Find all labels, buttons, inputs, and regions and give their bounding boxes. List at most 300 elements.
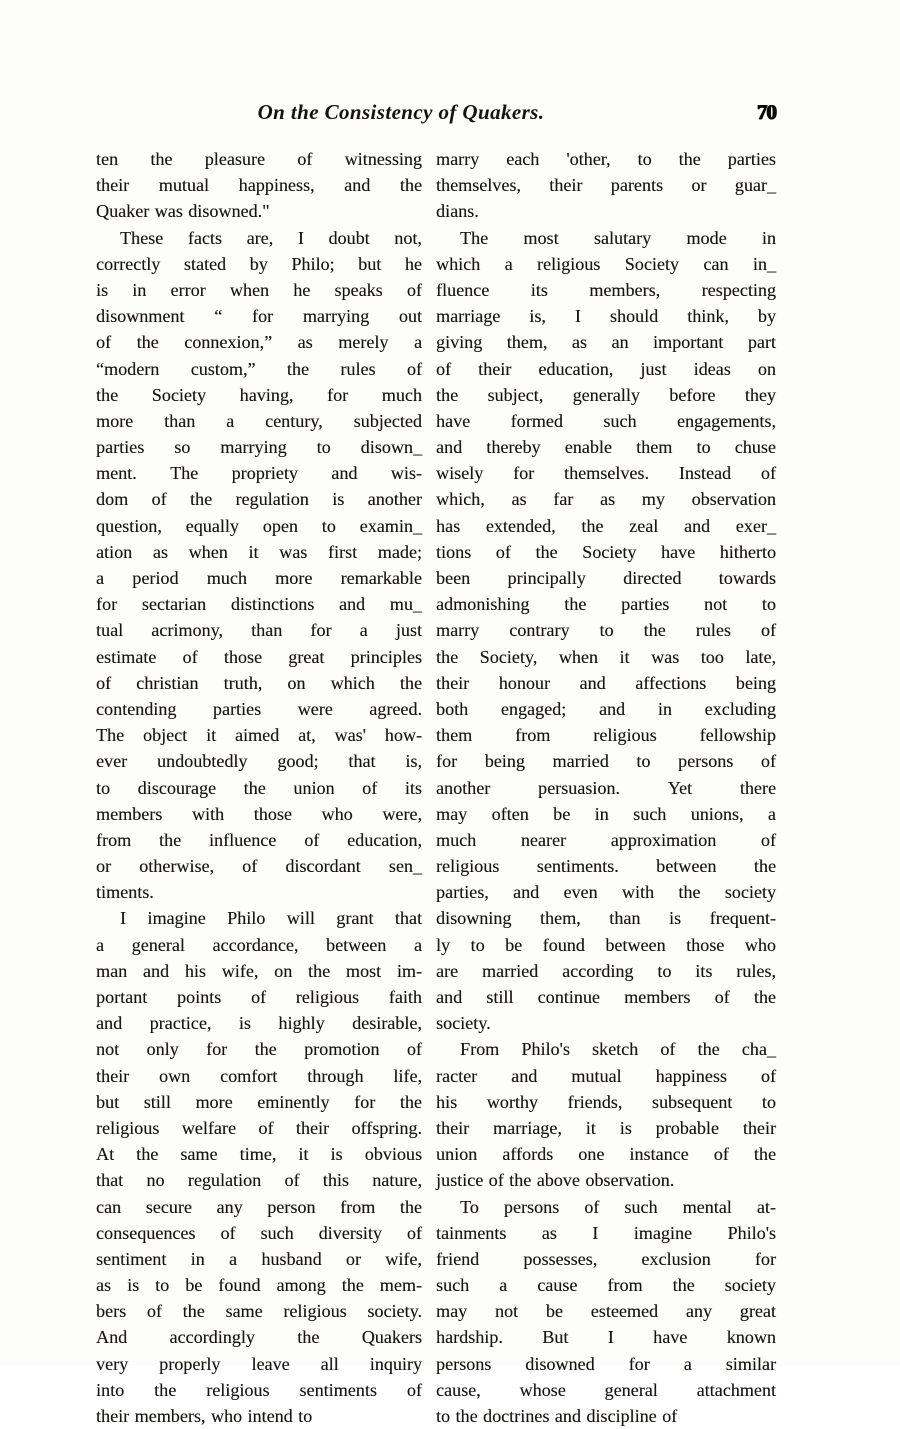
text-line [436,408,776,434]
word: as [571,332,587,353]
word: person [267,1196,316,1217]
word: even [563,882,598,903]
text-line [96,356,422,382]
word: at- [756,1196,776,1217]
word: at, [298,725,316,746]
word: connexion,” [184,332,273,353]
word: so [174,437,191,458]
word: to [761,594,776,615]
text-line [436,670,776,696]
word: and [513,882,540,903]
word: great [739,1301,776,1322]
word: enable [564,437,612,458]
word: properly [159,1353,221,1374]
word: union [436,1144,478,1165]
word: any [216,1196,243,1217]
word: general [604,1379,658,1400]
word: the [455,1406,478,1426]
word: wisely [436,463,484,484]
word: being [484,751,525,772]
word: be [505,934,523,955]
word: a [499,1275,508,1296]
word: marry [436,620,480,641]
word: in [190,1248,205,1269]
word: cause, [436,1379,481,1400]
text-line [96,1377,422,1403]
word: Quaker [96,201,150,222]
text-body [96,146,776,1429]
word: the [254,1039,277,1060]
word: to [321,515,336,536]
word: religious [96,1117,160,1138]
word: the [678,149,701,169]
text-line [436,198,776,224]
word: contending [96,698,177,719]
word: such [624,1196,658,1217]
word: another [367,489,422,510]
word: sectarian [141,594,207,615]
word: wife, [385,1248,422,1269]
word: too [700,646,724,667]
word: a [229,1248,238,1269]
word: extended, [485,515,556,536]
word: found [542,934,585,955]
word: has [436,515,461,536]
text-line [96,932,422,958]
word: To [460,1196,479,1217]
word: for [436,751,458,772]
word: may [436,803,468,824]
text-line [96,1272,422,1298]
word: such [633,803,667,824]
word: admonishing [436,594,530,615]
word: disown_ [360,437,422,458]
word: their [295,1117,330,1138]
word: of [760,463,776,484]
word: wife, [221,960,259,981]
word: the [286,358,309,379]
word: between [326,934,387,955]
word: to [298,1406,313,1426]
word: to [470,934,485,955]
word: he [404,253,422,274]
text-line [436,1324,776,1350]
word: of [760,620,776,641]
word: another [436,777,491,798]
word: ly [436,934,451,955]
word: error [170,279,206,300]
word: friend [436,1248,480,1269]
word: and [344,175,371,196]
text-line [436,1010,776,1036]
word: a [96,934,105,955]
word: the [341,1275,364,1296]
word: and [598,698,626,719]
word: may [436,1301,468,1322]
text-line [436,565,776,591]
word: The [96,725,125,746]
word: this [322,1170,349,1191]
word: general [131,934,185,955]
text-line [436,722,776,748]
word: exer_ [735,515,776,536]
text-line [436,1141,776,1167]
word: still [143,1091,171,1112]
word: will [286,908,315,929]
word: made; [377,541,422,562]
word: its [695,960,713,981]
text-line [436,1063,776,1089]
word: faith [388,987,422,1007]
text-line [96,905,422,931]
word: otherwise, [139,856,215,877]
word: not [96,1039,120,1060]
text-line [436,591,776,617]
word: having, [239,384,294,405]
text-line [96,513,422,539]
word: of [495,541,511,562]
word: such [260,1222,294,1243]
word: and [142,960,170,981]
word: marrying [302,306,370,327]
word: discordant [285,856,361,877]
word: both [436,698,469,719]
word: my [641,489,665,510]
word: welfare [181,1117,236,1138]
word: a [413,934,422,955]
word: persons [678,751,734,772]
word: salutary [593,227,652,248]
word: probable [655,1117,719,1138]
word: there [739,777,776,798]
word: witnessing [344,149,422,169]
word: married [481,960,539,981]
word: marriage [436,306,501,327]
word: according [562,960,634,981]
word: principles [350,646,422,667]
word: of [488,1170,504,1191]
word: zeal [629,515,659,536]
word: was [154,201,183,222]
word: pleasure [204,149,265,169]
text-line [96,1036,422,1062]
text-line [96,460,422,486]
word: first [327,541,358,562]
word: are, [246,227,274,248]
word: them, [539,908,581,929]
word: of [406,279,422,300]
word: acrimony, [151,620,223,641]
word: religious [206,1379,270,1400]
word: as [96,1275,112,1296]
word: same [225,1301,263,1322]
word: grant [336,908,374,929]
word: life, [393,1065,422,1086]
word: marrying [220,437,287,458]
word: of [146,1301,162,1322]
word: engagements, [676,410,776,431]
word: more [96,410,134,431]
word: them, [506,332,548,353]
word: on [287,672,306,693]
word: not [704,594,728,615]
word: and [338,594,366,615]
word: or [345,1248,361,1269]
word: excluding [704,698,776,719]
word: generally [572,384,640,405]
word: persons [503,1196,560,1217]
word: than [164,410,196,431]
word: imagine [147,908,206,929]
word: much [206,568,247,588]
text-line [96,1141,422,1167]
word: question, [96,515,162,536]
word: “modern [96,358,160,379]
word: is, [405,751,422,772]
text-line [96,1063,422,1089]
word: are [436,960,459,981]
word: timents. [96,882,154,903]
word: 'other, [566,149,611,169]
word: object [143,725,188,746]
text-line [436,1298,776,1324]
word: disownment [96,306,185,327]
word: parties, [436,882,489,903]
word: dians. [436,201,479,222]
word: consequences [96,1222,196,1243]
word: not [494,1301,519,1322]
word: the [136,332,159,353]
word: he [293,279,311,300]
word: between [656,856,717,877]
word: to [436,1406,451,1426]
word: subject, [487,384,544,405]
word: society. [436,1013,491,1034]
word: education, [347,829,422,850]
text-line [96,1324,422,1350]
word: I [592,1222,599,1243]
word: the [753,1144,776,1165]
text-line [436,539,776,565]
word: society. [367,1301,422,1322]
word: such [436,1275,470,1296]
word: honour [498,672,550,693]
text-line [96,329,422,355]
text-line [96,879,422,905]
text-line [436,172,776,198]
word: was' [334,725,366,746]
text-line [96,984,422,1010]
word: giving [436,332,483,353]
text-line [436,775,776,801]
word: religious [295,987,360,1007]
word: desirable, [352,1013,422,1034]
word: of [304,829,320,850]
word: from [96,829,132,850]
text-line [96,1089,422,1115]
word: regulation [187,1170,262,1191]
word: exclusion [641,1248,711,1269]
text-line [96,251,422,277]
word: through [307,1065,364,1086]
word: of [714,987,730,1007]
word: their [96,1065,130,1086]
word: mutual [571,1065,622,1086]
word: Society [151,384,207,405]
word: persuasion. [538,777,620,798]
word: into [96,1379,125,1400]
text-line [96,722,422,748]
word: merely [338,332,389,353]
word: racter [436,1065,478,1086]
word: facts [187,227,222,248]
text-line [96,146,422,172]
text-line [96,225,422,251]
word: a [683,1353,692,1374]
word: continue [537,987,600,1007]
text-line [436,1246,776,1272]
word: eminently [257,1091,330,1112]
word: imagine [633,1222,693,1243]
word: the [399,672,422,693]
word: that [96,1170,124,1191]
word: justice [436,1170,484,1191]
word: happiness [655,1065,727,1086]
text-line [96,670,422,696]
word: christian [136,672,199,693]
word: disowning [436,908,512,929]
word: think, [687,306,729,327]
word: as [541,1222,557,1243]
word: for [251,306,274,327]
word: doctrines [483,1406,550,1426]
word: nature, [372,1170,422,1191]
word: the [535,541,558,562]
word: offspring. [351,1117,422,1138]
word: for [327,384,349,405]
word: Yet [667,777,693,798]
word: the [643,620,666,641]
word: part [747,332,776,353]
word: mu_ [389,594,422,615]
word: of [220,1222,236,1243]
word: as [152,541,168,562]
word: been [436,568,471,588]
word: society [724,882,776,903]
word: with [621,882,655,903]
word: observation. [585,1170,675,1191]
word: highly [278,1013,325,1034]
word: cha_ [741,1039,776,1060]
word: members, [589,279,661,300]
word: to [637,149,652,169]
word: ever [96,751,128,772]
word: parties [727,149,776,169]
word: Society, [479,646,538,667]
word: them [636,437,673,458]
word: parties [621,594,670,615]
word: a [96,568,105,588]
word: of [406,358,422,379]
word: its [530,279,548,300]
word: of [297,149,313,169]
word: who [744,934,776,955]
text-line [96,382,422,408]
word: From [460,1039,500,1060]
word: of [258,1117,274,1138]
word: those [223,646,263,667]
word: principally [507,568,586,588]
text-line [436,1403,776,1429]
word: attachment [696,1379,776,1400]
word: on [757,358,776,379]
word: above [536,1170,580,1191]
text-line [96,958,422,984]
text-line [436,696,776,722]
word: any [685,1301,712,1322]
text-line [96,486,422,512]
word: his [184,960,206,981]
word: their [742,1117,776,1138]
word: happiness, [238,175,315,196]
word: fellowship [699,725,776,746]
word: parties [212,698,262,719]
word: tainments [436,1222,507,1243]
word: affections [635,672,707,693]
text-line [436,460,776,486]
word: to [636,751,651,772]
word: more [275,568,313,588]
word: than [251,620,283,641]
word: members [96,803,163,824]
word: not, [394,227,422,248]
word: engaged; [500,698,567,719]
word: they [744,384,776,405]
word: for [96,594,118,615]
word: of [660,1039,676,1060]
word: the [190,489,213,510]
word: sen_ [388,856,422,877]
word: such [603,410,637,431]
text-line [436,513,776,539]
word: examin_ [359,515,422,536]
word: were, [382,803,422,824]
text-line [436,434,776,460]
text-line [96,1351,422,1377]
word: the [159,829,182,850]
word: from [515,725,551,746]
word: which [330,672,375,693]
word: leave [251,1353,290,1374]
word: their [549,175,583,196]
word: Philo [227,908,266,929]
text-line [96,1246,422,1272]
word: themselves, [436,175,521,196]
word: by [757,306,776,327]
word: can [703,253,729,274]
word: im- [396,960,422,981]
word: and [436,437,463,458]
word: obvious [364,1144,422,1165]
word: education, [538,358,614,379]
word: important [652,332,724,353]
word: thereby [486,437,541,458]
word: no [146,1170,165,1191]
word: own [159,1065,191,1086]
word: accordance, [212,934,299,955]
text-line [436,748,776,774]
word: as [599,489,616,510]
